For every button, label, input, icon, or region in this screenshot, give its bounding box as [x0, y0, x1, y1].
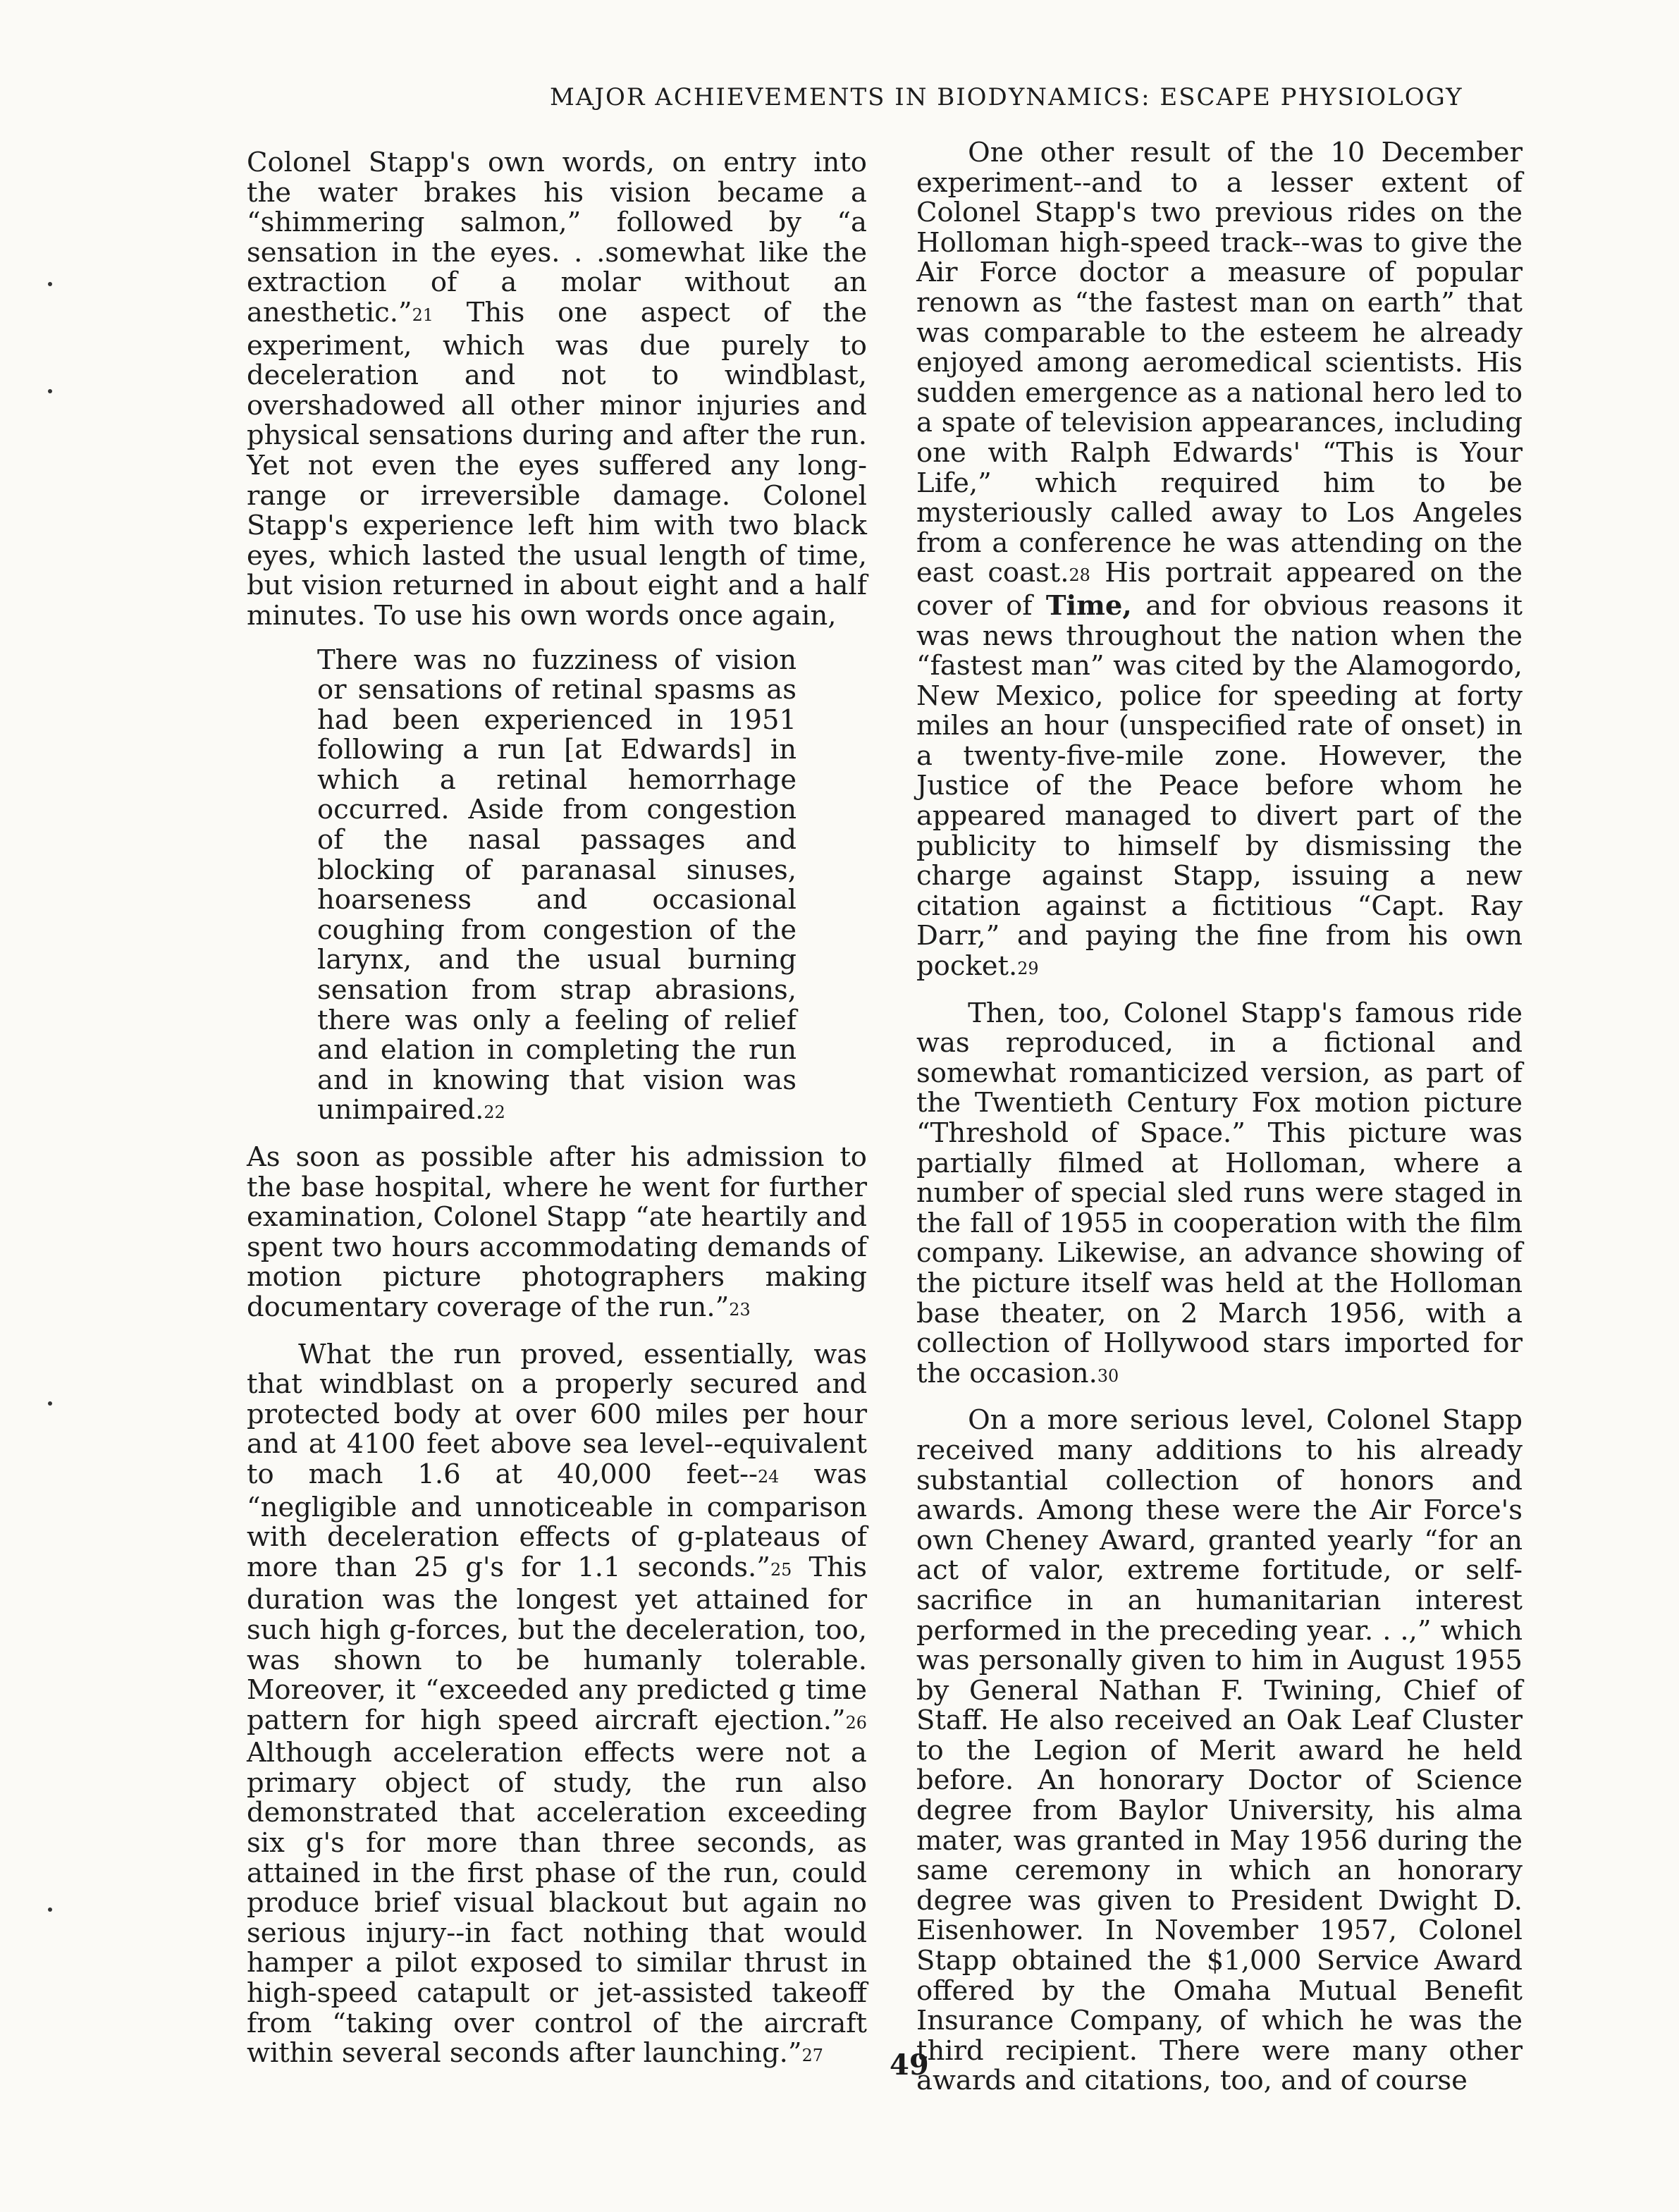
footnote-ref: 22	[484, 1102, 505, 1123]
footnote-ref: 30	[1097, 1365, 1119, 1386]
right-column	[916, 138, 1523, 2110]
paragraph: What the run proved, essentially, was that windblast on a properly secured and protected body at over 600 miles per hour and at 4100 feet above sea level--equivalent to mach 1.6 at 40,000 feet--$^{24}$ was “negligible and unnoticeable in comparison with deceleration effects of g-plateaus of more than 25 g's for 1.1 seconds.”$^{25}$ This duration was the longest yet attained for such high g-forces, but the deceleration, too, was shown to be humanly tolerable. Moreover, it “exceeded any predicted g time pattern for high speed aircraft ejection.”$^{26}$ Although acceleration effects were not a primary object of study, the run also demonstrated that acceleration exceeding six g's for more than three seconds, as attained in the first phase of the run, could produce brief visual blackout but again no serious injury--in fact nothing that would hamper a pilot exposed to similar thrust in high-speed catapult or jet-assisted takeoff from “taking over control of the aircraft within several seconds after launching.”$^{27}$	[247, 1338, 867, 2070]
footnote-ref: 25	[770, 1559, 792, 1580]
footnote-ref: 28	[1069, 565, 1090, 586]
margin-dot	[48, 1401, 52, 1406]
magazine-title: Time,	[1045, 589, 1132, 622]
paragraph: Colonel Stapp's own words, on entry into the water brakes his vision became a “shimmering salmon,” followed by “a sensation in the eyes. . .somewhat like the extraction of a molar without an anesthetic.”$^{21}$ This one aspect of the experiment, which was due purely to deceleration and not to windblast, overshadowed all other minor injuries and physical sensations during and after the run. Yet not even the eyes suffered any long-range or irreversible damage. Colonel Stapp's experience left him with two black eyes, which lasted the usual length of time, but vision returned in about eight and a half minutes. To use his own words once again,	[247, 147, 867, 632]
margin-dot	[48, 389, 52, 393]
running-header: MAJOR ACHIEVEMENTS IN BIODYNAMICS: ESCAPE PHYSIOLOGY	[550, 83, 1463, 111]
page-number: 49	[890, 2048, 929, 2082]
footnote-ref: 26	[845, 1712, 867, 1733]
margin-dot	[48, 282, 52, 286]
block-quote: There was no fuzziness of vision or sensations of retinal spasms as had been experienced in 1951 following a run [at Edwards] in which a retinal hemorrhage occurred. Aside from congestion of the nasal passages and blocking of paranasal sinuses, hoarseness and occasional coughing from congestion of the larynx, and the usual burning sensation from strap abrasions, there was only a feeling of relief and elation in completing the run and in knowing that vision was unimpaired.$^{22}$	[317, 644, 797, 1126]
left-column	[247, 148, 867, 2086]
paragraph: On a more serious level, Colonel Stapp received many additions to his already substantial collection of honors and awards. Among these were the Air Force's own Cheney Award, granted yearly “for an act of valor, extreme fortitude, or self-sacrifice in an humanitarian interest performed in the preceding year. . .,” which was personally given to him in August 1955 by General Nathan F. Twining, Chief of Staff. He also received an Oak Leaf Cluster to the Legion of Merit award he held before. An honorary Doctor of Science degree from Baylor University, his alma mater, was granted in May 1956 during the same ceremony in which an honorary degree was given to President Dwight D. Eisenhower. In November 1957, Colonel Stapp obtained the $1,000 Service Award offered by the Omaha Mutual Benefit Insurance Company, of which he was the third recipient. There were many other awards and citations, too, and of course	[916, 1404, 1523, 2097]
paragraph: As soon as possible after his admission to the base hospital, where he went for further examination, Colonel Stapp “ate heartily and spent two hours accommodating demands of motion picture photographers making documentary coverage of the run.”$^{23}$	[247, 1141, 867, 1323]
footnote-ref: 21	[412, 305, 433, 325]
footnote-ref: 29	[1017, 958, 1039, 978]
paragraph: One other result of the 10 December experiment--and to a lesser extent of Colonel Stapp's two previous rides on the Holloman high-speed track--was to give the Air Force doctor a measure of popular renown as “the fastest man on earth” that was comparable to the esteem he already enjoyed among aeromedical scientists. His sudden emergence as a national hero led to a spate of television appearances, including one with Ralph Edwards' “This is Your Life,” which required him to be mysteriously called away to Los Angeles from a conference he was attending on the east coast.$^{28}$ His portrait appeared on the cover of Time, and for obvious reasons it was news throughout the nation when the “fastest man” was cited by the Alamogordo, New Mexico, police for speeding at forty miles an hour (unspecified rate of onset) in a twenty-five-mile zone. However, the Justice of the Peace before whom he appeared managed to divert part of the publicity to himself by dismissing the charge against Stapp, issuing a new citation against a fictitious “Capt. Ray Darr,” and paying the fine from his own pocket.$^{29}$	[916, 137, 1523, 983]
footnote-ref: 23	[729, 1299, 751, 1320]
margin-dot	[48, 1907, 52, 1912]
paragraph: Then, too, Colonel Stapp's famous ride was reproduced, in a fictional and somewhat romanticized version, as part of the Twentieth Century Fox motion picture “Threshold of Space.” This picture was partially filmed at Holloman, where a number of special sled runs were staged in the fall of 1955 in cooperation with the film company. Likewise, an advance showing of the picture itself was held at the Holloman base theater, on 2 March 1956, with a collection of Hollywood stars imported for the occasion.$^{30}$	[916, 997, 1523, 1389]
footnote-ref: 24	[757, 1466, 780, 1487]
footnote-ref: 27	[801, 2046, 823, 2066]
